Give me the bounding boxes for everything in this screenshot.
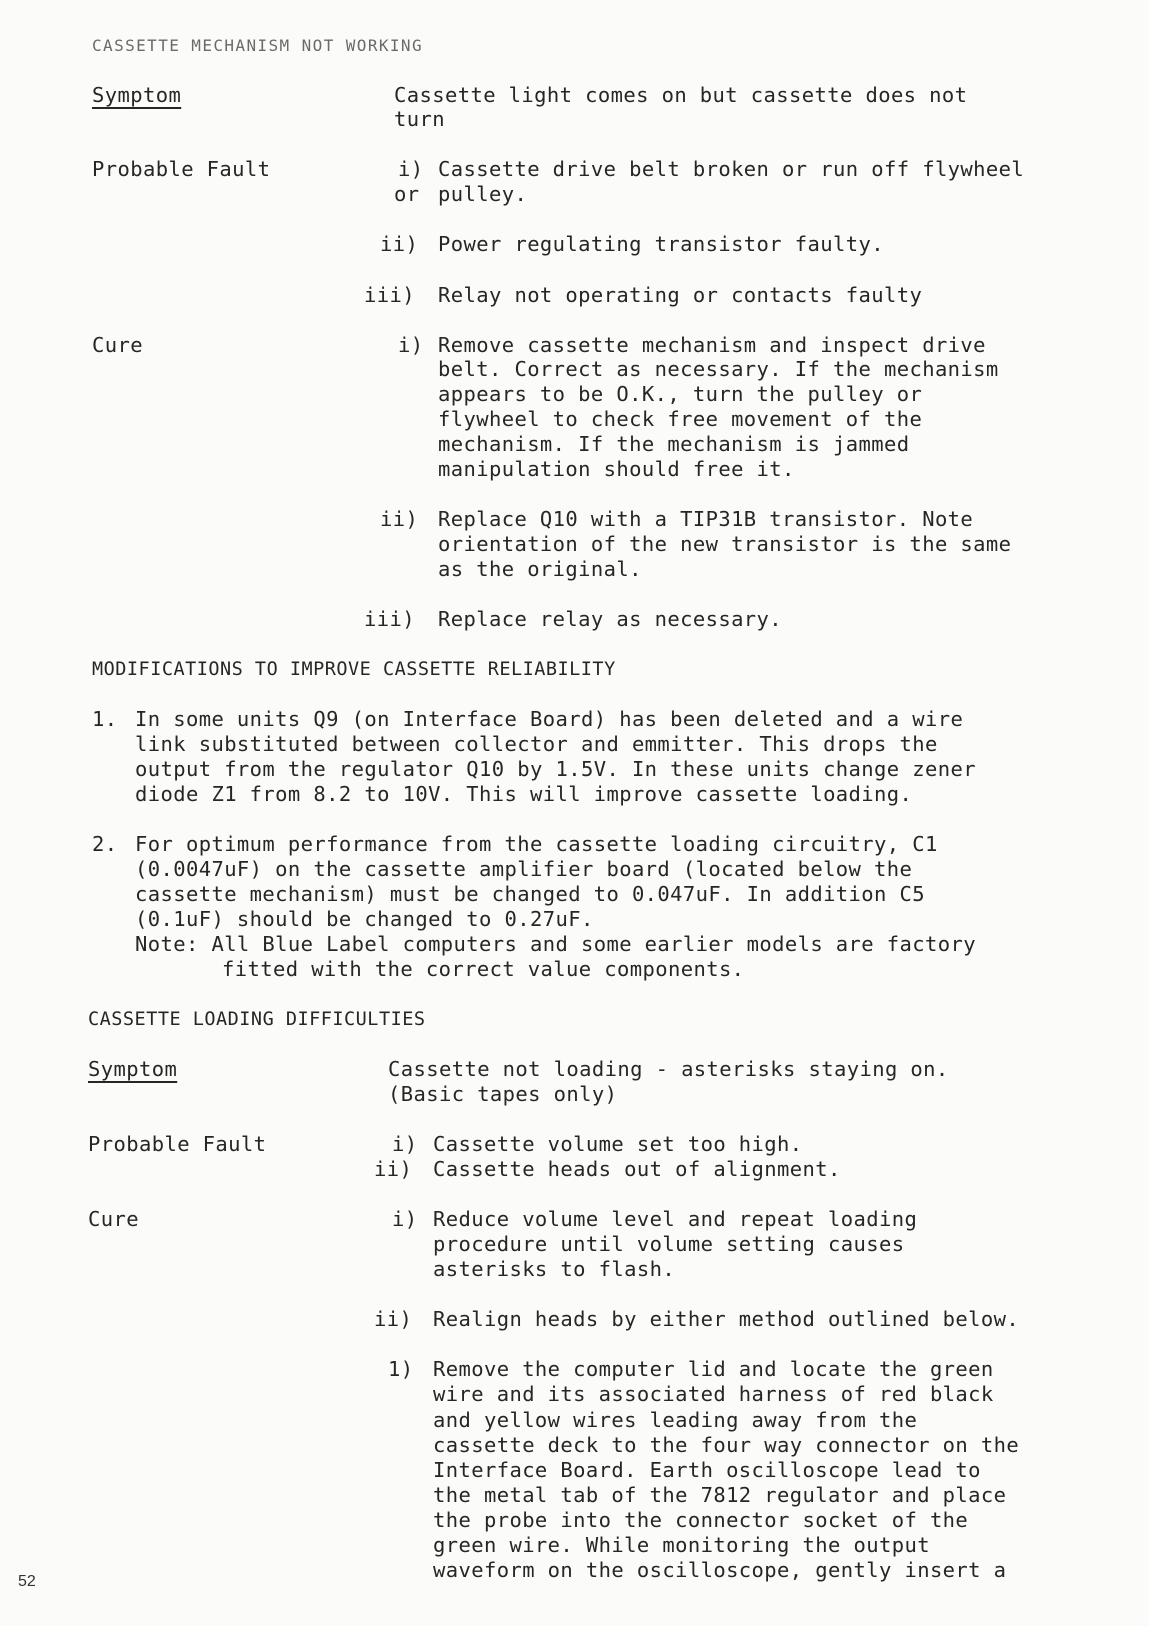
item-text-line: (0.0047uF) on the cassette amplifier board (located below the xyxy=(135,857,913,881)
fault-text-line: Relay not operating or contacts faulty xyxy=(438,283,923,307)
fault-number: i) xyxy=(398,157,424,181)
cure-text-line: green wire. While monitoring the output xyxy=(433,1533,930,1557)
cure-text-line: Remove cassette mechanism and inspect drive xyxy=(438,333,986,357)
fault-number: i) xyxy=(392,1132,418,1156)
cure-text-line: Replace relay as necessary. xyxy=(438,607,783,631)
fault-number: ii) xyxy=(374,1157,413,1181)
item-text-line: In some units Q9 (on Interface Board) has been deleted and a wire xyxy=(135,707,964,731)
symptom-text-line: turn xyxy=(394,107,445,131)
cure-text-line: Interface Board. Earth oscilloscope lead to xyxy=(433,1458,981,1482)
fault-text-line: Cassette heads out of alignment. xyxy=(433,1157,841,1181)
cure-text-line: orientation of the new transistor is the same xyxy=(438,532,1012,556)
item-text-line: For optimum performance from the cassette loading circuitry, C1 xyxy=(135,832,938,856)
symptom-text-line: (Basic tapes only) xyxy=(388,1082,618,1106)
cure-text-line: flywheel to check free movement of the xyxy=(438,407,923,431)
fault-text-prefix: or xyxy=(394,182,420,206)
cure-text-line: Reduce volume level and repeat loading xyxy=(433,1207,918,1231)
fault-text-line: Cassette volume set too high. xyxy=(433,1132,803,1156)
item-number: 2. xyxy=(92,832,118,856)
probable-fault-label: Probable Fault xyxy=(92,157,271,181)
cure-text-line: and yellow wires leading away from the xyxy=(433,1408,918,1432)
cure-text-line: belt. Correct as necessary. If the mechanism xyxy=(438,357,999,381)
cure-number: iii) xyxy=(364,607,415,631)
cure-label: Cure xyxy=(92,333,143,357)
symptom-label: Symptom xyxy=(88,1057,178,1081)
fault-number: ii) xyxy=(380,232,419,256)
section-heading-cassette-mechanism: CASSETTE MECHANISM NOT WORKING xyxy=(92,36,423,55)
cure-text-line: the metal tab of the 7812 regulator and place xyxy=(433,1483,1007,1507)
item-text-line: link substituted between collector and emmitter. This drops the xyxy=(135,732,938,756)
symptom-text-line: Cassette not loading - asterisks staying on. xyxy=(388,1057,949,1081)
item-number: 1. xyxy=(92,707,118,731)
cure-text-line: procedure until volume setting causes xyxy=(433,1232,905,1256)
cure-text-line: asterisks to flash. xyxy=(433,1257,676,1281)
item-text-line: cassette mechanism) must be changed to 0.047uF. In addition C5 xyxy=(135,882,926,906)
probable-fault-label: Probable Fault xyxy=(88,1132,267,1156)
fault-text-line: Cassette drive belt broken or run off flywheel xyxy=(438,157,1025,181)
fault-text-line: Power regulating transistor faulty. xyxy=(438,232,884,256)
cure-text-line: mechanism. If the mechanism is jammed xyxy=(438,432,910,456)
cure-text-line: cassette deck to the four way connector on the xyxy=(433,1433,1020,1457)
item-text-line: diode Z1 from 8.2 to 10V. This will improve cassette loading. xyxy=(135,782,913,806)
note-text-line: Note: All Blue Label computers and some earlier models are factory xyxy=(135,932,976,956)
cure-number: i) xyxy=(392,1207,418,1231)
cure-number: ii) xyxy=(374,1307,413,1331)
cure-text-line: Replace Q10 with a TIP31B transistor. Note xyxy=(438,507,974,531)
section-heading-loading-difficulties: CASSETTE LOADING DIFFICULTIES xyxy=(88,1009,426,1030)
cure-text-line: as the original. xyxy=(438,557,642,581)
cure-number: ii) xyxy=(380,507,419,531)
cure-label: Cure xyxy=(88,1207,139,1231)
section-heading-modifications: MODIFICATIONS TO IMPROVE CASSETTE RELIABILITY xyxy=(92,659,616,680)
item-text-line: (0.1uF) should be changed to 0.27uF. xyxy=(135,907,594,931)
cure-number: 1) xyxy=(388,1357,414,1381)
fault-number: iii) xyxy=(364,283,415,307)
cure-number: i) xyxy=(398,333,424,357)
symptom-text-line: Cassette light comes on but cassette does not xyxy=(394,83,968,107)
page-number: 52 xyxy=(18,1573,36,1590)
cure-text-line: the probe into the connector socket of the xyxy=(433,1508,969,1532)
cure-text-line: Realign heads by either method outlined below. xyxy=(433,1307,1020,1331)
cure-text-line: manipulation should free it. xyxy=(438,457,795,481)
cure-text-line: waveform on the oscilloscope, gently insert a xyxy=(433,1558,1007,1582)
item-text-line: output from the regulator Q10 by 1.5V. In these units change zener xyxy=(135,757,976,781)
symptom-label: Symptom xyxy=(92,83,182,107)
cure-text-line: Remove the computer lid and locate the green xyxy=(433,1357,994,1381)
fault-text-line: pulley. xyxy=(438,182,528,206)
cure-text-line: appears to be O.K., turn the pulley or xyxy=(438,382,923,406)
note-text-line: fitted with the correct value components. xyxy=(222,957,745,981)
cure-text-line: wire and its associated harness of red black xyxy=(433,1382,994,1406)
